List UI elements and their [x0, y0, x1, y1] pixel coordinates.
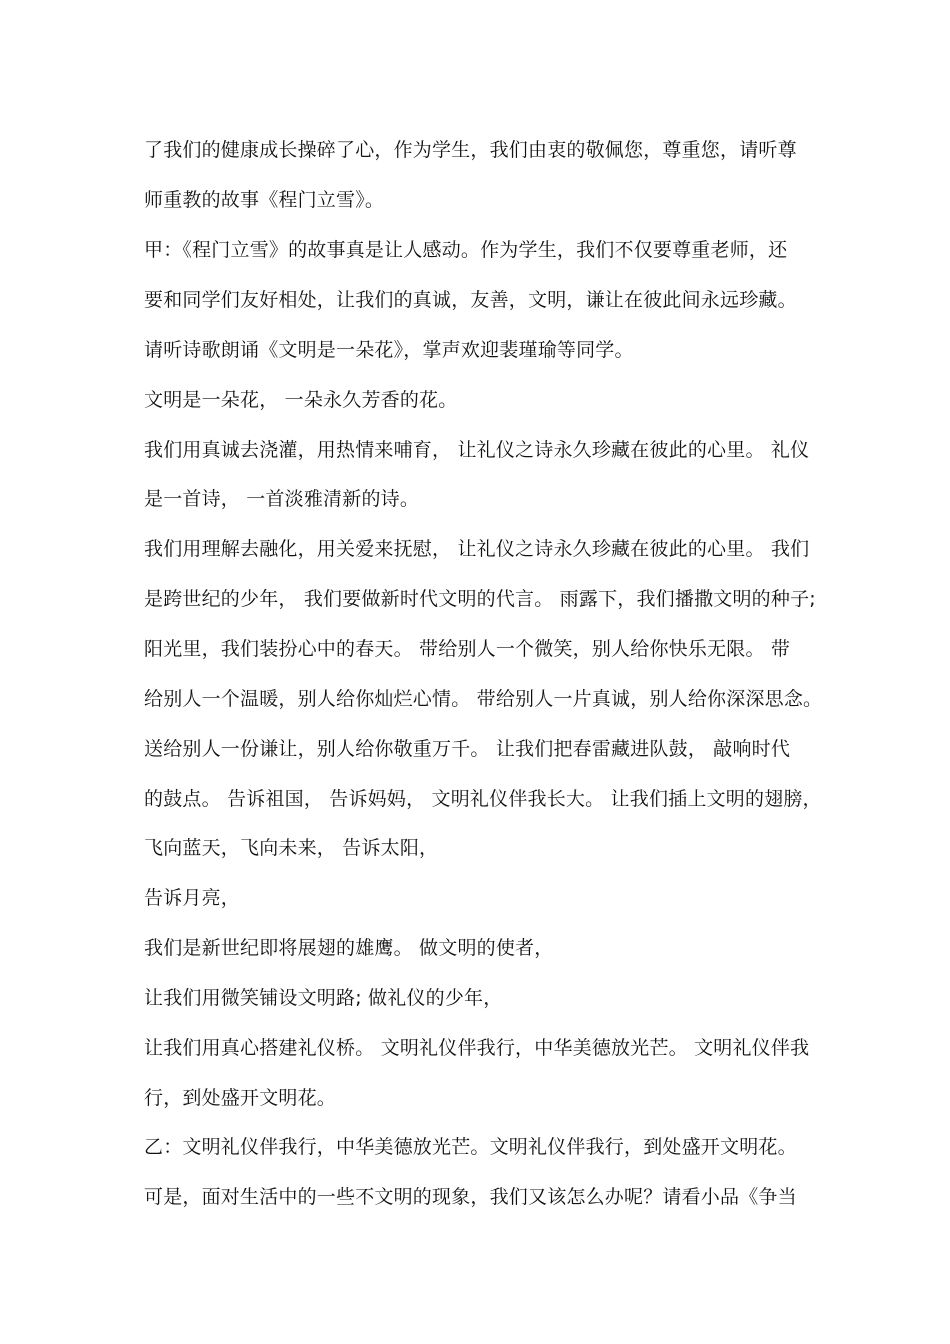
text-line: 师重教的故事《程门立雪》。 — [144, 189, 385, 211]
text-line: 可是，面对生活中的一些不文明的现象，我们又该怎么办呢？请看小品《争当 — [144, 1186, 797, 1208]
text-line: 甲：《程门立雪》的故事真是让人感动。作为学生，我们不仅要尊重老师，还 — [144, 239, 788, 261]
text-line: 我们是新世纪即将展翅的雄鹰。 做文明的使者， — [144, 937, 554, 959]
text-line: 是跨世纪的少年， 我们要做新时代文明的代言。 雨露下，我们播撒文明的种子; — [144, 588, 816, 610]
text-line: 乙：文明礼仪伴我行，中华美德放光芒。文明礼仪伴我行，到处盛开文明花。 — [144, 1136, 797, 1158]
text-line: 文明是一朵花， 一朵永久芳香的花。 — [144, 389, 458, 411]
text-line: 飞向蓝天，飞向未来， 告诉太阳， — [144, 837, 439, 859]
text-line: 行，到处盛开文明花。 — [144, 1087, 337, 1109]
text-line: 的鼓点。 告诉祖国， 告诉妈妈， 文明礼仪伴我长大。 让我们插上文明的翅膀， — [144, 788, 822, 810]
text-line: 送给别人一份谦让，别人给你敬重万千。 让我们把春雷藏进队鼓， 敲响时代 — [144, 738, 791, 760]
text-line: 让我们用微笑铺设文明路; 做礼仪的少年， — [144, 987, 503, 1009]
text-line: 我们用理解去融化，用关爱来抚慰， 让礼仪之诗永久珍藏在彼此的心里。 我们 — [144, 538, 810, 560]
text-line: 了我们的健康成长操碎了心，作为学生，我们由衷的敬佩您，尊重您，请听尊 — [144, 139, 797, 161]
text-line: 要和同学们友好相处，让我们的真诚，友善，文明，谦让在彼此间永远珍藏。 — [144, 289, 797, 311]
text-line: 我们用真诚去浇灌，用热情来哺育， 让礼仪之诗永久珍藏在彼此的心里。 礼仪 — [144, 439, 810, 461]
text-line: 给别人一个温暖，别人给你灿烂心情。 带给别人一片真诚，别人给你深深思念。 — [144, 688, 823, 710]
text-line: 阳光里，我们装扮心中的春天。 带给别人一个微笑，别人给你快乐无限。 带 — [144, 638, 791, 660]
text-line: 请听诗歌朗诵《文明是一朵花》，掌声欢迎裴瑾瑜等同学。 — [144, 339, 634, 361]
text-line: 是一首诗， 一首淡雅清新的诗。 — [144, 488, 420, 510]
text-line: 让我们用真心搭建礼仪桥。 文明礼仪伴我行，中华美德放光芒。 文明礼仪伴我 — [144, 1037, 810, 1059]
text-line: 告诉月亮， — [144, 887, 241, 909]
